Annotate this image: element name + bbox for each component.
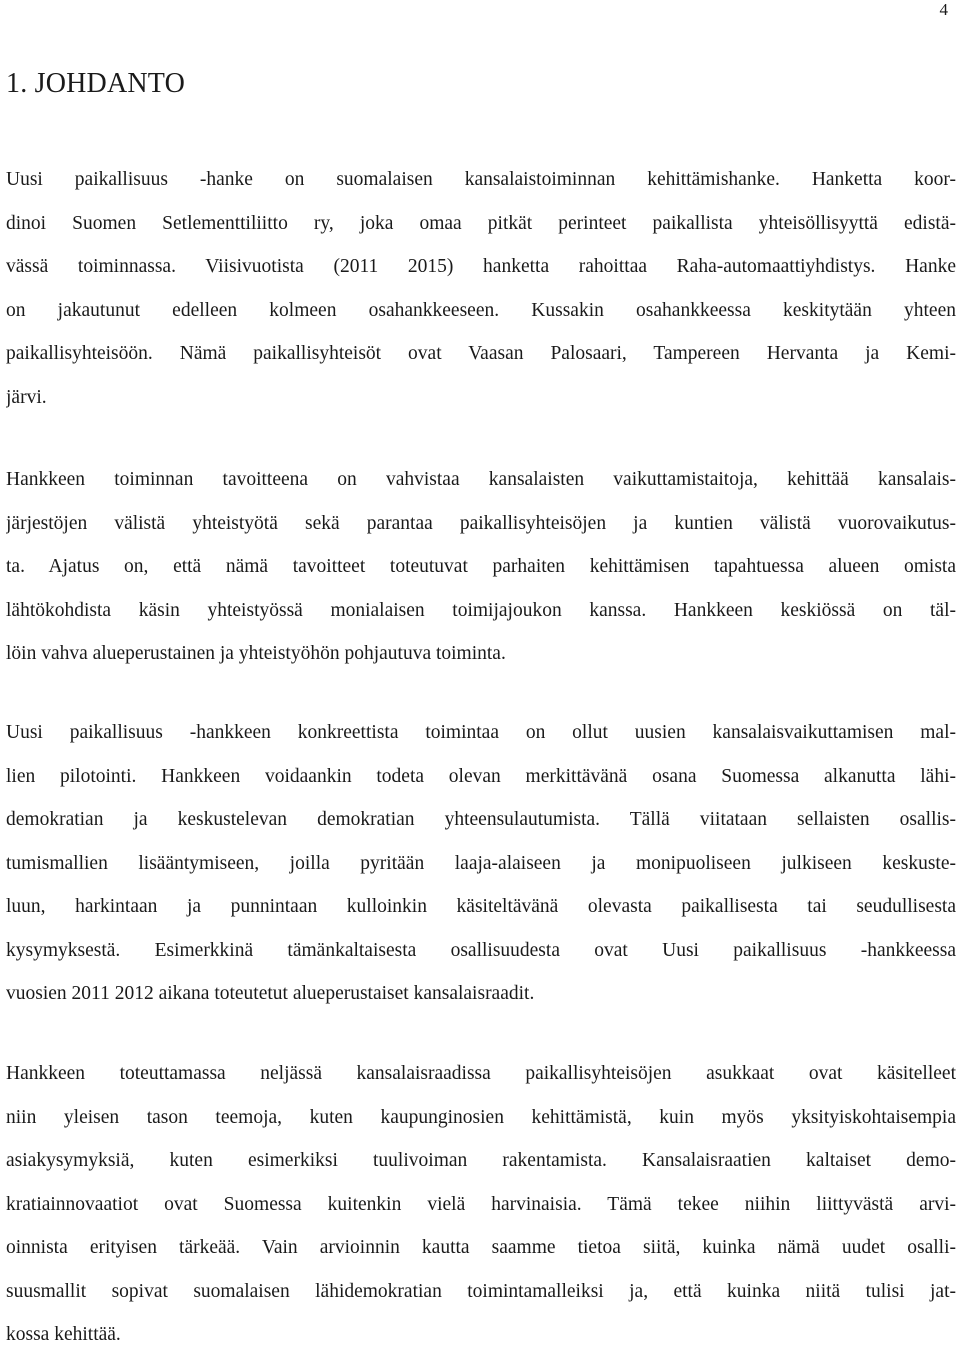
paragraph-4 — [6, 1052, 956, 1357]
text-line: kysymyksestä. Esimerkkinä tämänkaltaisesta osallisuudesta ovat Uusi paikallisuus -hankkeessa — [6, 939, 956, 961]
paragraph-3 — [6, 711, 956, 1016]
text-line: lähtökohdista käsin yhteistyössä monialaisen toimijajoukon kanssa. Hankkeen keskiössä on täl- — [6, 599, 956, 621]
text-line: tumismallien lisääntymiseen, joilla pyritään laaja-alaiseen ja monipuoliseen julkiseen keskuste- — [6, 852, 956, 874]
text-line: ta. Ajatus on, että nämä tavoitteet toteutuvat parhaiten kehittämisen tapahtuessa alueen omista — [6, 556, 956, 577]
text-line: Hankkeen toteuttamassa neljässä kansalaisraadissa paikallisyhteisöjen asukkaat ovat käsitelleet — [6, 1063, 956, 1084]
section-heading: 1. JOHDANTO — [6, 68, 186, 99]
page-number: 4 — [939, 0, 948, 19]
text-line: kratiainnovaatiot ovat Suomessa kuitenkin vielä harvinaisia. Tämä tekee niihin liittyvästä arvi- — [6, 1193, 956, 1215]
text-line: lien pilotointi. Hankkeen voidaankin todeta olevan merkittävänä osana Suomessa alkanutta lähi- — [6, 765, 956, 787]
text-line: luun, harkintaan ja punnintaan kulloinkin käsiteltävänä olevasta paikallisesta tai seudullisesta — [6, 896, 956, 917]
text-line: suusmallit sopivat suomalaisen lähidemokratian toimintamalleiksi ja, että kuinka niitä tulisi jat- — [6, 1280, 956, 1302]
text-line: Hankkeen toiminnan tavoitteena on vahvistaa kansalaisten vaikuttamistaitoja, kehittää kansalais- — [6, 469, 956, 490]
text-line: Uusi paikallisuus -hankkeen konkreettista toimintaa on ollut uusien kansalaisvaikuttamisen mal- — [6, 722, 956, 743]
text-line: löin vahva alueperustainen ja yhteistyöhön pohjautuva toiminta. — [6, 643, 506, 664]
text-line: demokratian ja keskustelevan demokratian yhteensulautumista. Tällä viitataan sellaisten osallis- — [6, 809, 956, 830]
text-line: paikallisyhteisöön. Nämä paikallisyhteisöt ovat Vaasan Palosaari, Tampereen Hervanta ja Kemi- — [6, 343, 956, 364]
text-line: vuosien 2011 2012 aikana toteutetut alueperustaiset kansalaisraadit. — [6, 983, 535, 1004]
paragraph-1 — [6, 158, 956, 419]
text-line: oinnista erityisen tärkeää. Vain arvioinnin kautta saamme tietoa siitä, kuinka nämä uudet osalli- — [6, 1237, 956, 1258]
text-line: asiakysymyksiä, kuten esimerkiksi tuulivoiman rakentamista. Kansalaisraatien kaltaiset demo- — [6, 1150, 956, 1171]
text-line: järvi. — [6, 386, 47, 408]
text-line: järjestöjen välistä yhteistyötä sekä parantaa paikallisyhteisöjen ja kuntien välistä vuorovaikutus- — [6, 512, 956, 534]
text-line: Uusi paikallisuus -hanke on suomalaisen kansalaistoiminnan kehittämishanke. Hanketta koor- — [6, 169, 956, 190]
text-line: vässä toiminnassa. Viisivuotista (2011 2015) hanketta rahoittaa Raha-automaattiyhdistys. Hanke — [6, 256, 956, 277]
text-line: dinoi Suomen Setlementtiliitto ry, joka omaa pitkät perinteet paikallista yhteisöllisyyttä edistä- — [6, 212, 956, 234]
paragraph-2 — [6, 458, 956, 676]
text-line: niin yleisen tason teemoja, kuten kaupunginosien kehittämistä, kuin myös yksityiskohtaisempia — [6, 1106, 956, 1128]
text-line: kossa kehittää. — [6, 1324, 121, 1345]
text-line: on jakautunut edelleen kolmeen osahankkeeseen. Kussakin osahankkeessa keskitytään yhteen — [6, 299, 956, 321]
